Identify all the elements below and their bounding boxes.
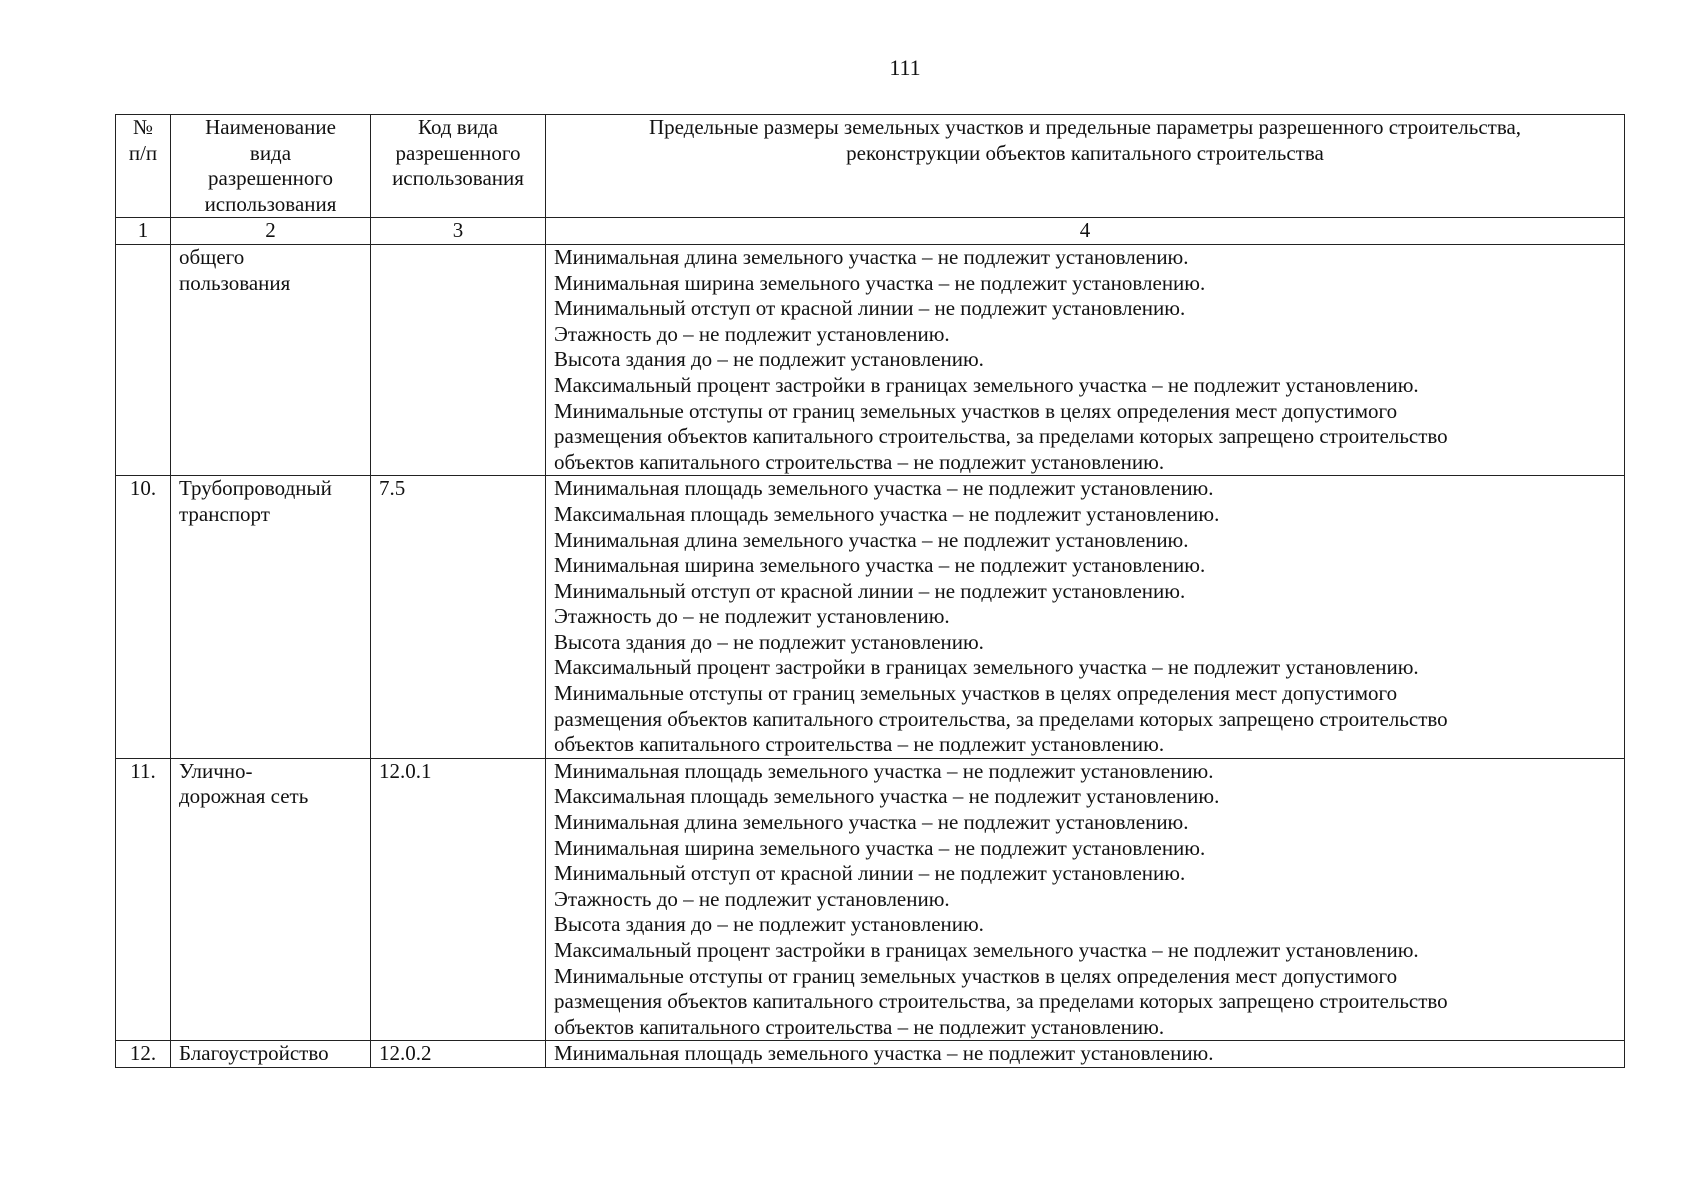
parameter-line: объектов капитального строительства – не подлежит установлению. [554,732,1165,757]
row-index: 10. [116,476,171,759]
parameter-line: Минимальная ширина земельного участка – не подлежит установлению. [554,270,1206,295]
header-use-name [171,115,371,218]
row-index: 12. [116,1041,171,1068]
column-number: 2 [171,218,371,245]
header-index [116,115,171,218]
parameter-line: Высота здания до – не подлежит установлению. [554,629,984,654]
parameter-line: Минимальная длина земельного участка – не подлежит установлению. [554,244,1189,269]
parameter-line: размещения объектов капитального строительства, за пределами которых запрещено строительство [554,424,1448,449]
parameter-line: Этажность до – не подлежит установлению. [554,604,950,629]
row-index: 11. [116,758,171,1041]
parameter-line: Минимальный отступ от красной линии – не подлежит установлению. [554,296,1186,321]
parameter-line: размещения объектов капитального строительства, за пределами которых запрещено строительство [554,706,1448,731]
parameter-line: Максимальный процент застройки в границах земельного участка – не подлежит установлению. [554,372,1419,397]
use-name-cell [171,244,371,475]
use-code-cell: 12.0.2 [371,1041,546,1068]
use-name-line: пользования [179,270,291,295]
parameter-line: Минимальная ширина земельного участка – не подлежит установлению. [554,553,1206,578]
parameter-line: Максимальный процент застройки в границах земельного участка – не подлежит установлению. [554,655,1419,680]
parameter-line: размещения объектов капитального строительства, за пределами которых запрещено строительство [554,989,1448,1014]
parameters-cell [546,476,1625,759]
use-name-cell [171,1041,371,1068]
use-code-cell [371,244,546,475]
header-parameters [546,115,1625,218]
use-name-cell [171,476,371,759]
parameter-line: Минимальный отступ от красной линии – не подлежит установлению. [554,578,1186,603]
parameter-line: Минимальный отступ от красной линии – не подлежит установлению. [554,861,1186,886]
parameter-line: Высота здания до – не подлежит установлению. [554,347,984,372]
parameter-line: Максимальная площадь земельного участка – не подлежит установлению. [554,784,1220,809]
parameter-line: Минимальная ширина земельного участка – не подлежит установлению. [554,835,1206,860]
use-name-line: Улично- [179,758,253,783]
page-number: 111 [889,55,921,80]
column-number-row [116,218,1625,245]
header-line: использования [392,166,524,191]
parameter-line: Минимальная длина земельного участка – не подлежит установлению. [554,810,1189,835]
header-line: разрешенного [208,166,333,191]
parameter-line: Минимальная площадь земельного участка – не подлежит установлению. [554,476,1214,501]
table-row [116,244,1625,475]
use-code-cell: 12.0.1 [371,758,546,1041]
parameter-line: Этажность до – не подлежит установлению. [554,886,950,911]
use-name-line: общего [179,244,245,269]
parameter-line: Высота здания до – не подлежит установлению. [554,912,984,937]
use-name-line: дорожная сеть [179,784,309,809]
use-name-line: Благоустройство [179,1041,329,1066]
header-line: Наименование [205,115,336,139]
use-name-line: Трубопроводный [179,476,332,501]
header-row [116,115,1625,218]
parameters-cell [546,1041,1625,1068]
row-index [116,244,171,475]
table-row [116,476,1625,759]
parameters-cell [546,758,1625,1041]
use-name-cell [171,758,371,1041]
parameter-line: Минимальная длина земельного участка – не подлежит установлению. [554,527,1189,552]
parameter-line: Максимальный процент застройки в границах земельного участка – не подлежит установлению. [554,938,1419,962]
column-number: 4 [546,218,1625,245]
use-name-line: транспорт [179,501,270,526]
header-line: Код вида [418,115,498,139]
parameter-line: Минимальные отступы от границ земельных участков в целях определения мест допустимого [554,963,1398,988]
parameter-line: объектов капитального строительства – не подлежит установлению. [554,449,1165,474]
header-line: п/п [128,140,158,165]
column-number: 1 [116,218,171,245]
parameter-line: Максимальная площадь земельного участка – не подлежит установлению. [554,501,1220,526]
column-number: 3 [371,218,546,245]
table-row [116,758,1625,1041]
regulations-table [115,114,1625,1068]
header-line: реконструкции объектов капитального строительства [846,140,1324,165]
header-use-code [371,115,546,218]
header-line: вида [249,140,292,165]
header-line: Предельные размеры земельных участков и предельные параметры разрешенного строительства, [648,115,1522,139]
parameter-line: Минимальная площадь земельного участка – не подлежит установлению. [554,1041,1214,1066]
parameter-line: Этажность до – не подлежит установлению. [554,321,950,346]
parameters-cell [546,244,1625,475]
parameter-line: Минимальная площадь земельного участка – не подлежит установлению. [554,758,1214,783]
use-code-cell: 7.5 [371,476,546,759]
table-row [116,1041,1625,1068]
header-line: № [132,115,154,139]
parameter-line: Минимальные отступы от границ земельных участков в целях определения мест допустимого [554,681,1398,706]
parameter-line: Минимальные отступы от границ земельных участков в целях определения мест допустимого [554,398,1398,423]
header-line: использования [204,191,337,216]
header-line: разрешенного [395,140,521,165]
parameter-line: объектов капитального строительства – не подлежит установлению. [554,1014,1165,1039]
